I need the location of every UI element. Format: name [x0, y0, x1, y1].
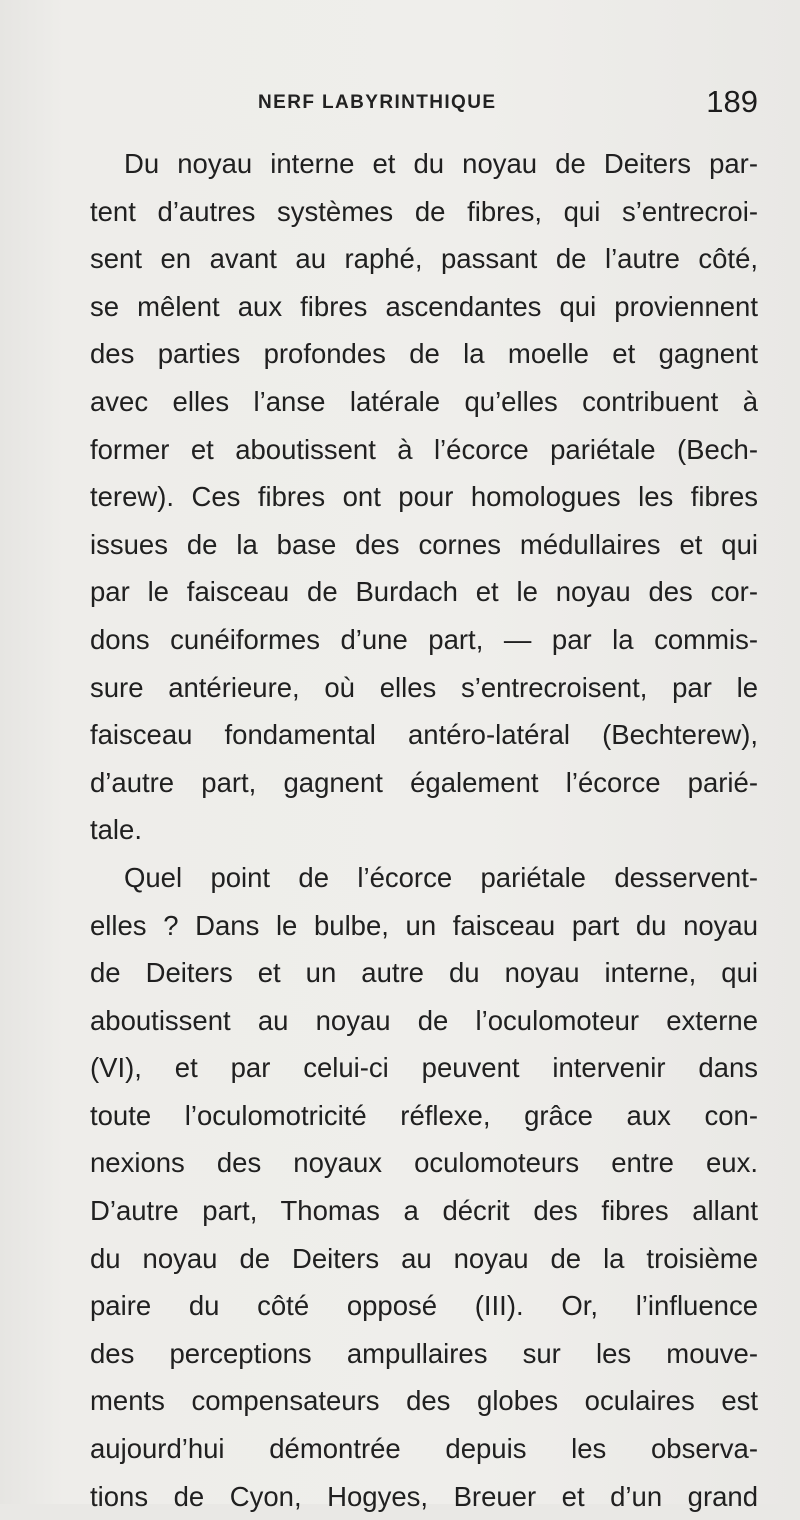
text-line: du noyau de Deiters au noyau de la troisième	[90, 1242, 758, 1274]
text-line: issues de la base des cornes médullaires et qui	[90, 528, 758, 560]
page-header	[258, 84, 758, 124]
text-line: par le faisceau de Burdach et le noyau des cor-	[90, 576, 758, 608]
text-line: sent en avant au raphé, passant de l’autre côté,	[90, 243, 758, 275]
text-line: former et aboutissent à l’écorce pariétale (Bech-	[90, 433, 758, 465]
text-line: dons cunéiformes d’une part, — par la commis-	[90, 623, 758, 655]
text-line: Du noyau interne et du noyau de Deiters par-	[124, 148, 758, 179]
text-line: ments compensateurs des globes oculaires est	[90, 1385, 758, 1417]
text-line: des parties profondes de la moelle et gagnent	[90, 338, 758, 370]
text-line: des perceptions ampullaires sur les mouve-	[90, 1337, 758, 1369]
text-line: sure antérieure, où elles s’entrecroisent, par le	[90, 671, 758, 703]
body-text	[90, 140, 758, 1520]
text-line: de Deiters et un autre du noyau interne, qui	[90, 957, 758, 989]
page-number: 189	[706, 84, 758, 119]
text-line: D’autre part, Thomas a décrit des fibres allant	[90, 1195, 758, 1227]
text-line: tent d’autres systèmes de fibres, qui s’entrecroi-	[90, 195, 758, 227]
text-line: aboutissent au noyau de l’oculomoteur externe	[90, 1004, 758, 1036]
text-line: (VI), et par celui-ci peuvent intervenir dans	[90, 1052, 758, 1084]
text-line: avec elles l’anse latérale qu’elles contribuent à	[90, 385, 758, 417]
text-line: aujourd’hui démontrée depuis les observa-	[90, 1433, 758, 1465]
text-line: terew). Ces fibres ont pour homologues les fibres	[90, 481, 758, 513]
text-line: tions de Cyon, Hogyes, Breuer et d’un grand	[90, 1480, 758, 1512]
text-line: Quel point de l’écorce pariétale desservent-	[124, 861, 758, 893]
text-line: elles ? Dans le bulbe, un faisceau part du noyau	[90, 909, 758, 941]
text-line: paire du côté opposé (III). Or, l’influence	[90, 1290, 758, 1322]
running-head: NERF LABYRINTHIQUE	[258, 92, 497, 113]
text-line: se mêlent aux fibres ascendantes qui proviennent	[90, 290, 758, 322]
text-line: d’autre part, gagnent également l’écorce parié-	[90, 766, 758, 798]
text-line: tale.	[90, 814, 142, 846]
text-line: faisceau fondamental antéro-latéral (Bechterew),	[90, 719, 758, 751]
text-line: nexions des noyaux oculomoteurs entre eux.	[90, 1147, 758, 1179]
text-line: toute l’oculomotricité réflexe, grâce aux con-	[90, 1099, 758, 1131]
